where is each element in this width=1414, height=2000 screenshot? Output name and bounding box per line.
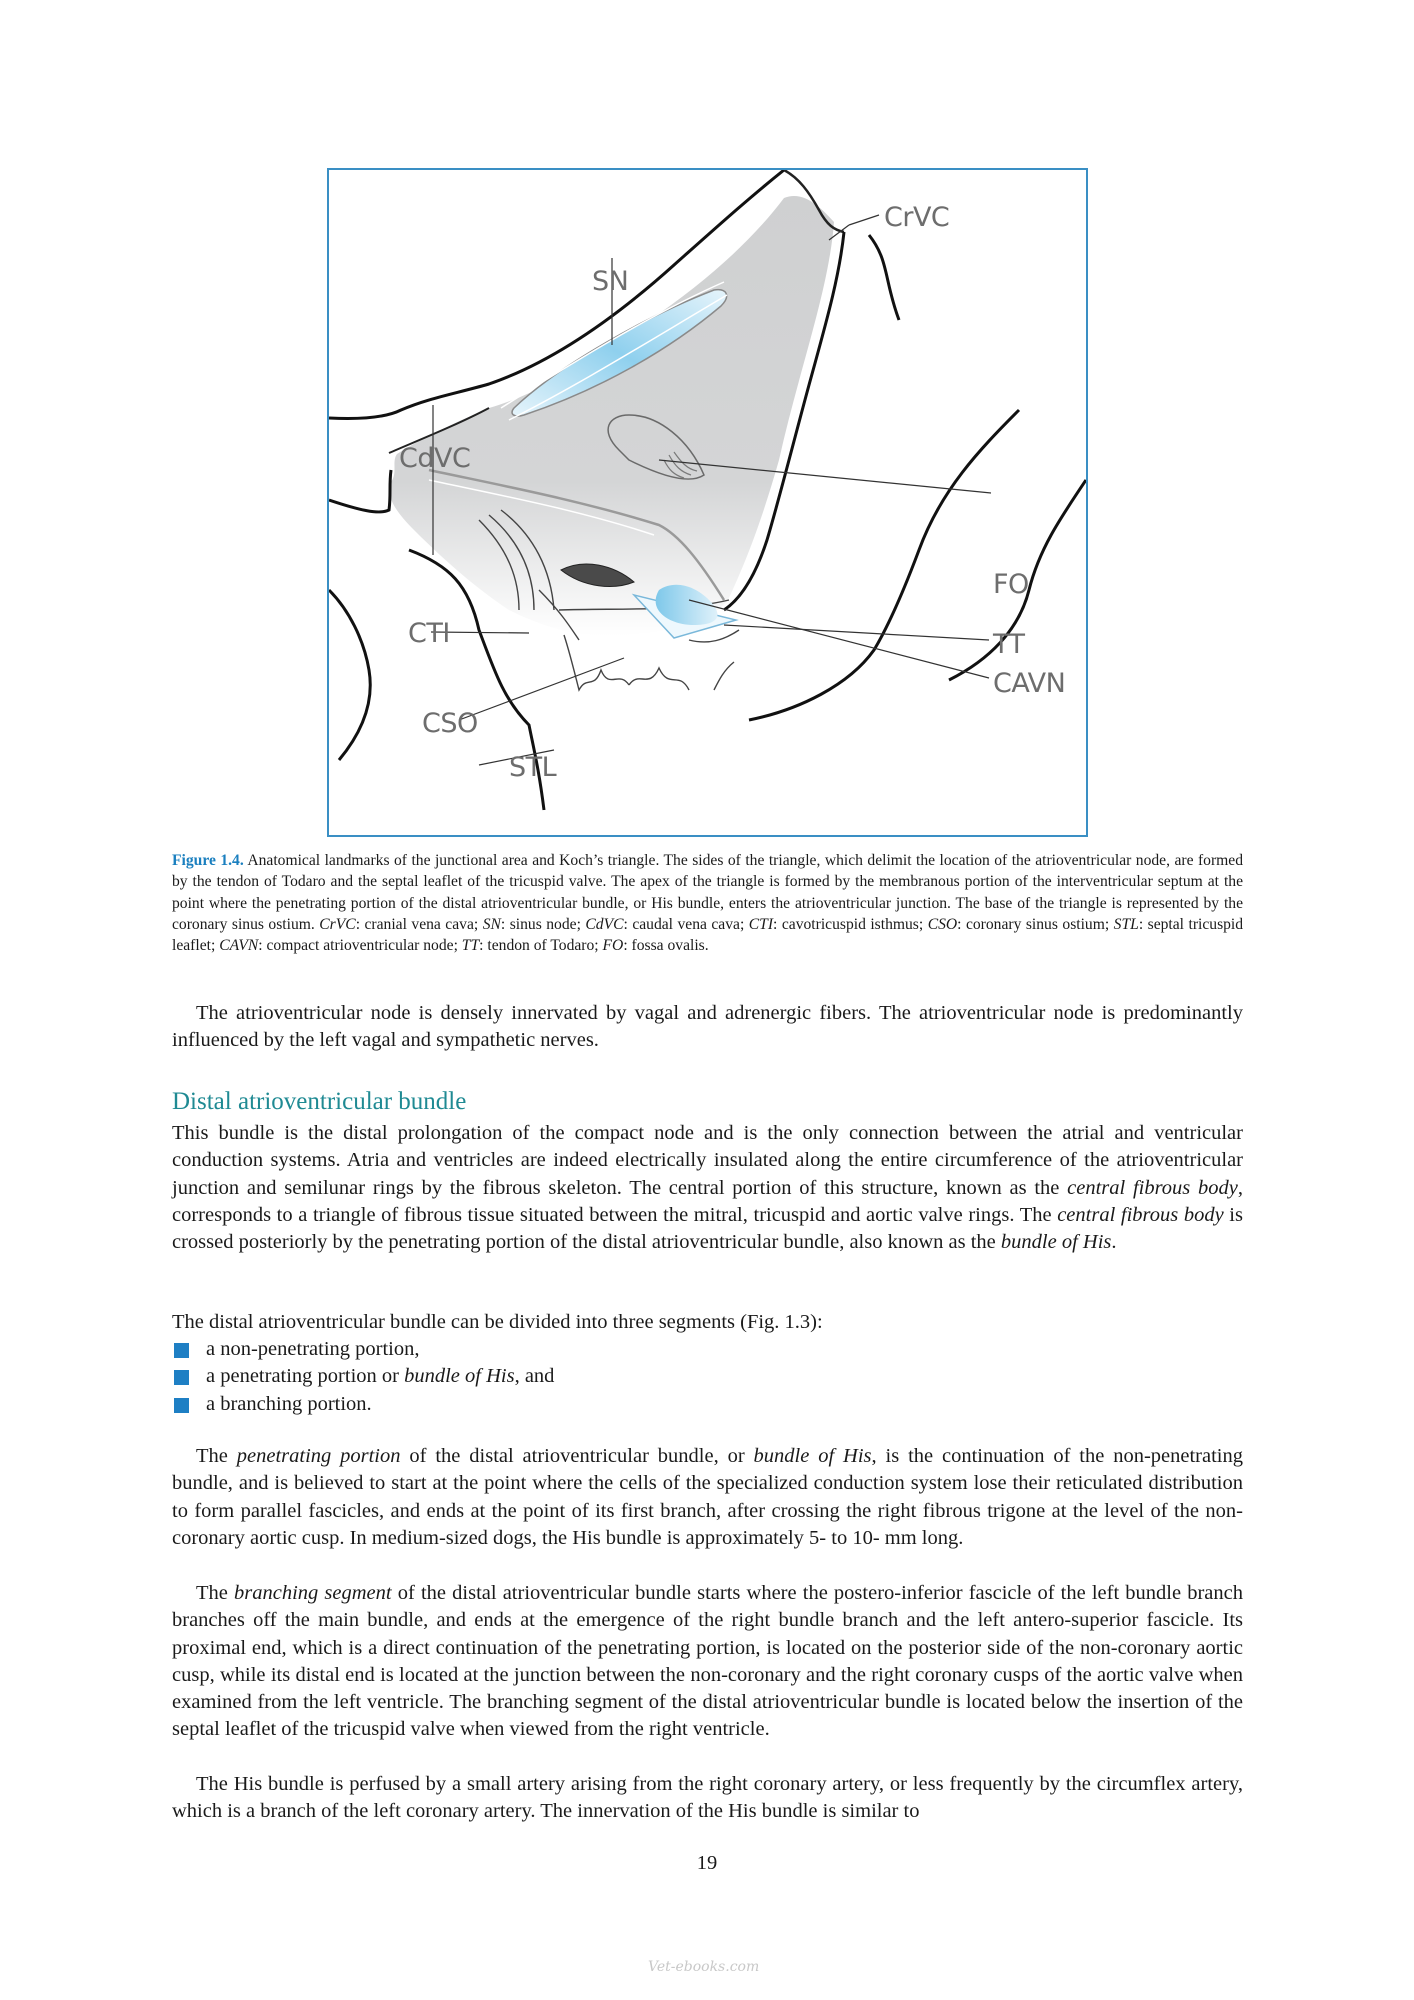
svg-text:Vet-ebooks.com: Vet-ebooks.com <box>648 1959 760 1975</box>
list-item-text: a non-penetrating portion, <box>206 1338 420 1360</box>
label-stl: STL <box>509 752 557 783</box>
page-number: 19 <box>696 1852 718 1874</box>
abbr-definition: compact atrioventricular node <box>266 937 454 955</box>
abbr-term: CdVC <box>585 915 624 933</box>
figure-caption: Figure 1.4. Anatomical landmarks of the junctional area and Koch’s triangle. The sides of the triangle, which delimit the location of the atrioventricular node, are formed by the tendon of Todaro and the septal leaflet of the tricuspid valve. The apex of the triangle is formed by the membranous portion of the interventricular septum at the point where the penetrating portion of the distal atrioventricular bundle, or His bundle, enters the atrioventricular junction. The base of the triangle is represented by the coronary sinus ostium. CrVC: cranial vena cava; SN: sinus node; CdVC: caudal vena cava; CTI: cavotricuspid isthmus; CSO: coronary sinus ostium; STL: septal tricuspid leaflet; CAVN: compact atrioventricular node; TT: tendon of Todaro; FO: fossa ovalis. <box>172 852 1244 955</box>
paragraph-branching <box>172 1580 1243 1744</box>
abbr-definition: cranial vena cava <box>364 915 474 933</box>
text-run: of the distal atrioventricular bundle starts where the postero-inferior fascicle of the left bundle branch branches off the main bundle, and ends at the emergence of the right bundle branch and the left antero-superior fascicle. Its proximal end, which is a direct continuation of the penetrating portion, is located on the posterior side of the non-coronary aortic cusp, while its distal end is located at the junction between the non-coronary and the right coronary cusps of the aortic valve when examined from the left ventricle. The branching segment of the distal atrioventricular bundle is located below the insertion of the septal leaflet of the tricuspid valve when viewed from the right ventricle. <box>172 1582 1243 1741</box>
emphasis-term: branching segment <box>234 1582 392 1604</box>
abbr-term: STL <box>1113 915 1139 933</box>
abbr-term: CTI <box>748 915 774 933</box>
paragraph-segments-intro: The distal atrioventricular bundle can be divided into three segments (Fig. 1.3): <box>172 1311 823 1333</box>
abbr-definition: septal tricuspid leaflet <box>172 915 1244 955</box>
label-tt: TT <box>993 629 1025 660</box>
emphasis-term: bundle of His <box>404 1365 515 1388</box>
abbr-definition: cavotricuspid isthmus <box>781 915 919 933</box>
abbr-term: FO <box>602 937 624 955</box>
abbr-term: CSO <box>927 915 958 933</box>
list-item-text: , and <box>514 1365 555 1388</box>
list-item <box>172 1336 554 1363</box>
text-run: , corresponds to a triangle of fibrous tissue situated between the mitral, tricuspid and aortic valve rings. The <box>172 1176 1243 1226</box>
label-crvc: CrVC <box>884 202 950 233</box>
section-heading: Distal atrioventricular bundle <box>172 1088 467 1115</box>
label-sn: SN <box>592 266 629 297</box>
abbr-definition: caudal vena cava <box>632 915 740 933</box>
list-item <box>172 1363 554 1390</box>
abbr-term: TT <box>461 937 480 955</box>
paragraph-innervation: The atrioventricular node is densely innervated by vagal and adrenergic fibers. The atrioventricular node is predominantly influenced by the left vagal and sympathetic nerves. <box>172 1002 1243 1052</box>
label-cavn: CAVN <box>993 668 1066 699</box>
square-bullet-icon <box>174 1343 189 1358</box>
anatomy-figure <box>327 168 1088 837</box>
paragraph-bundle <box>172 1120 1243 1256</box>
text-run: The <box>196 1445 237 1467</box>
abbr-term: SN <box>482 915 501 933</box>
abbr-definition: coronary sinus ostium <box>965 915 1105 933</box>
figure-label: Figure 1.4. <box>172 852 244 869</box>
label-cdvc: CdVC <box>399 443 471 474</box>
emphasis-term: bundle of His <box>753 1445 872 1467</box>
list-item <box>172 1391 554 1418</box>
caption-text: Anatomical landmarks of the junctional area and Koch’s triangle. The sides of the triangle, which delimit the location of the atrioventricular node, are formed by the tendon of Todaro and the septal leaflet of the tricuspid valve. The apex of the triangle is formed by the membranous portion of the interventricular septum at the point where the penetrating portion of the distal atrioventricular bundle, or His bundle, enters the atrioventricular junction. The base of the triangle is represented by the coronary sinus ostium. <box>172 852 1243 933</box>
label-cso: CSO <box>422 708 478 739</box>
watermark-logo <box>648 1955 768 1977</box>
text-run: The <box>196 1582 235 1604</box>
text-run: is crossed posteriorly by the penetrating portion of the distal atrioventricular bundle, also known as the <box>172 1203 1243 1254</box>
paragraph-perfusion: The His bundle is perfused by a small artery arising from the right coronary artery, or less frequently by the circumflex artery, which is a branch of the left coronary artery. The innervation of the His bundle is similar to <box>172 1773 1243 1823</box>
emphasis-term: central fibrous body <box>1057 1203 1224 1226</box>
abbr-term: CrVC <box>319 915 356 933</box>
text-run: . <box>1111 1231 1117 1254</box>
koch-triangle-diagram <box>329 170 1086 835</box>
abbr-definition: fossa ovalis <box>631 937 705 955</box>
text-run: of the distal atrioventricular bundle, or <box>400 1445 754 1467</box>
square-bullet-icon <box>174 1398 189 1413</box>
label-cti: CTI <box>408 618 450 649</box>
emphasis-term: central fibrous body <box>1067 1176 1238 1199</box>
list-item-text: a penetrating portion or <box>206 1365 405 1388</box>
abbr-definition: sinus node <box>509 915 577 933</box>
list-item-text: a branching portion. <box>206 1392 372 1415</box>
paragraph-penetrating <box>172 1443 1243 1552</box>
segment-list <box>172 1336 554 1418</box>
abbr-definition: tendon of Todaro <box>487 937 595 955</box>
label-fo: FO <box>993 569 1029 600</box>
emphasis-term: penetrating portion <box>236 1445 401 1467</box>
emphasis-term: bundle of His <box>1000 1231 1112 1254</box>
square-bullet-icon <box>174 1370 189 1385</box>
text-run: , is the continuation of the non-penetrating bundle, and is believed to start at the point where the cells of the specialized conduction system lose their reticulated distribution to form parallel fascicles, and ends at the point of its first branch, after crossing the right fibrous trigone at the level of the non-coronary aortic cusp. In medium-sized dogs, the His bundle is approximately 5- to 10- mm long. <box>172 1445 1244 1549</box>
text-run: This bundle is the distal prolongation of the compact node and is the only connection between the atrial and ventricular conduction systems. Atria and ventricles are indeed electrically insulated along the entire circumference of the atrioventricular junction and semilunar rings by the fibrous skeleton. The central portion of this structure, known as the <box>172 1122 1243 1199</box>
abbr-term: CAVN <box>219 937 259 955</box>
